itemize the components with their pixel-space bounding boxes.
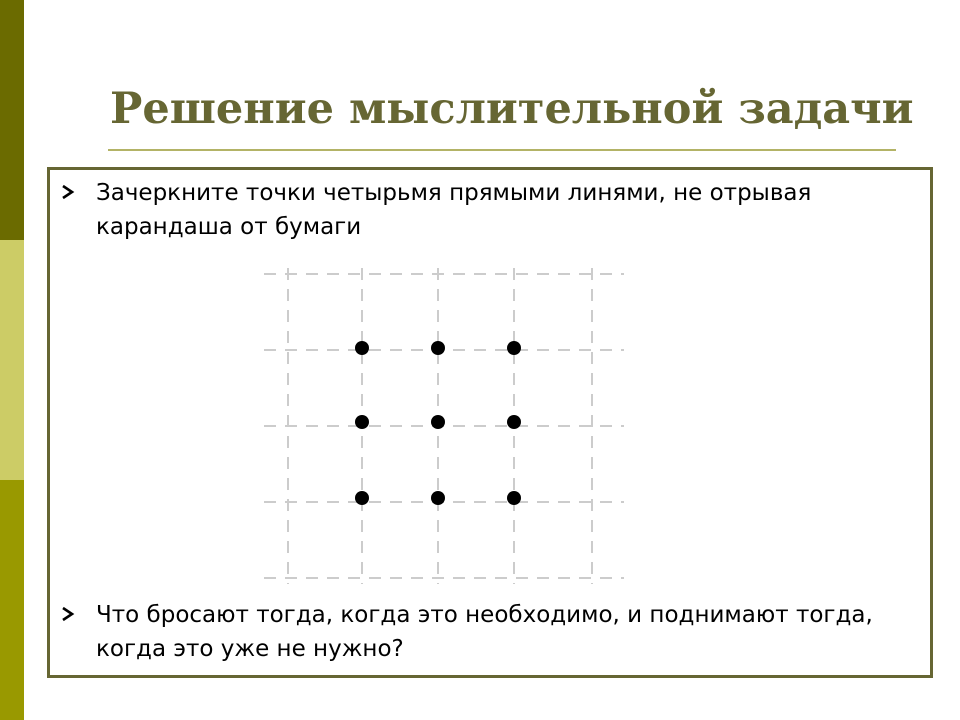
nine-dots-puzzle bbox=[264, 268, 624, 584]
side-stripe-middle bbox=[0, 240, 24, 480]
bullet-text-task: Зачеркните точки четырьмя прямыми линями, не отрывая карандаша от бумаги bbox=[96, 180, 812, 240]
puzzle-dot bbox=[431, 491, 445, 505]
bullet-item-task bbox=[60, 176, 900, 244]
arrow-bullet-icon bbox=[60, 176, 96, 200]
puzzle-dot bbox=[431, 415, 445, 429]
puzzle-dot bbox=[507, 491, 521, 505]
puzzle-dot bbox=[507, 415, 521, 429]
puzzle-dot bbox=[355, 415, 369, 429]
title-underline bbox=[108, 149, 896, 151]
side-stripe-bottom bbox=[0, 480, 24, 720]
side-stripe-top bbox=[0, 0, 24, 240]
arrow-bullet-icon bbox=[60, 598, 96, 622]
bullet-text-riddle: Что бросают тогда, когда это необходимо, и поднимают тогда, когда это уже не нужно? bbox=[96, 602, 873, 662]
dashed-grid bbox=[264, 268, 624, 584]
puzzle-dot bbox=[431, 341, 445, 355]
bullet-item-riddle bbox=[60, 598, 900, 666]
puzzle-dot bbox=[355, 491, 369, 505]
puzzle-dot bbox=[355, 341, 369, 355]
puzzle-dot bbox=[507, 341, 521, 355]
slide-title: Решение мыслительной задачи bbox=[110, 84, 914, 134]
